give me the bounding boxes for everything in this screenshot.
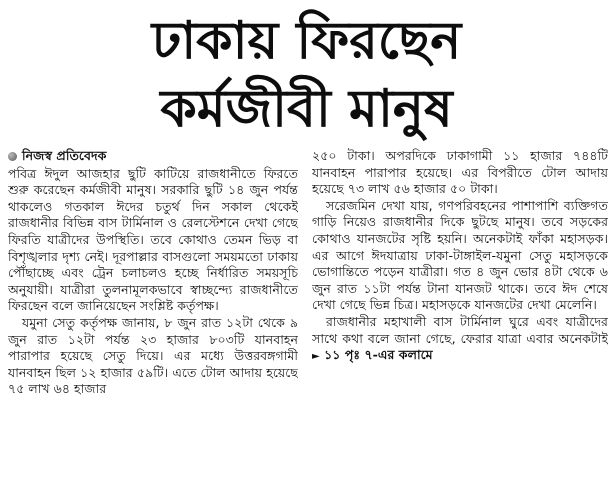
- paragraph-text: রাজধানীর মহাখালী বাস টার্মিনাল ঘুরে এবং যাত্রীদের সাথে কথা বলে জানা গেছে, ফেরার যাত্রা এবার অনেকটাই: [312, 313, 608, 346]
- arrow-right-icon: ►: [312, 351, 320, 363]
- bullet-icon: [8, 152, 17, 161]
- continuation-jump[interactable]: [312, 347, 433, 362]
- continuation-text: ১১ পৃঃ ৭-এর কলামে: [324, 347, 433, 363]
- headline-line-1: ঢাকায় ফিরছেন: [151, 11, 462, 71]
- paragraph: সরেজমিন দেখা যায়, গণপরিবহনের পাশাপাশি ব্যক্তিগত গাড়ি নিয়েও রাজধানীর দিকে ছুটছে মানুষ। তবে সড়কের কোথাও যানজটের সৃষ্টি হয়নি। অনেকটাই ফাঁকা মহাসড়ক। এর আগে ঈদযাত্রায় ঢাকা-টাঙ্গাইল-যমুনা সেতু মহাসড়কে ভোগান্তিতে পড়েন যাত্রীরা। গত ৪ জুন ভোর ৪টা থেকে ৬ জুন রাত ১১টা পর্যন্ত টানা যানজট থাকে। তবে ঈদ শেষে দেখা গেছে ভিন্ন চিত্র। মহাসড়কে যানজটের দেখা মেলেনি।: [312, 197, 608, 313]
- headline: [0, 0, 613, 150]
- paragraph: [312, 314, 608, 366]
- paragraph: পবিত্র ঈদুল আজহার ছুটি কাটিয়ে রাজধানীতে ফিরতে শুরু করেছেন কর্মজীবী মানুষ। সরকারি ছুটি ১৪ জুন পর্যন্ত থাকলেও গতকাল ঈদের চতুর্থ দিন সকাল থেকেই রাজধানীর বিভিন্ন বাস টার্মিনাল ও রেলস্টেশনে দেখা গেছে ফিরতি যাত্রীদের উপস্থিতি। তবে কোথাও তেমন ভিড় বা বিশৃঙ্খলার দৃশ্য নেই। দূরপাল্লার বাসগুলো সময়মতো ঢাকায় পৌঁছাচ্ছে এবং ট্রেন চলাচলও হচ্ছে নির্ধারিত সময়সূচি অনুযায়ী। যাত্রীরা তুলনামূলকভাবে স্বাচ্ছন্দ্যে রাজধানীতে ফিরছেন বলে জানিয়েছেন সংশ্লিষ্ট কর্তৃপক্ষ।: [8, 165, 298, 314]
- article-column-right: [312, 148, 608, 491]
- byline: [8, 148, 298, 165]
- paragraph: যমুনা সেতু কর্তৃপক্ষ জানায়, ৮ জুন রাত ১২টা থেকে ৯ জুন রাত ১২টা পর্যন্ত ২৩ হাজার ৮০৩টি যানবাহন পারাপার হয়েছে সেতু দিয়ে। এর মধ্যে উত্তরবঙ্গগামী যানবাহন ছিল ১২ হাজার ৫৯টি। এতে টোল আদায় হয়েছে ৭৫ লাখ ৬৪ হাজার: [8, 314, 298, 397]
- article-column-left: [8, 148, 298, 491]
- paragraph: ২৫০ টাকা। অপরদিকে ঢাকাগামী ১১ হাজার ৭৪৪টি যানবাহন পারাপার হয়েছে। এর বিপরীতে টোল আদায় হয়েছে ৭৩ লাখ ৫৬ হাজার ৫০ টাকা।: [312, 148, 608, 197]
- byline-text: নিজস্ব প্রতিবেদক: [22, 148, 107, 163]
- headline-line-2: কর্মজীবী মানুষ: [160, 79, 453, 139]
